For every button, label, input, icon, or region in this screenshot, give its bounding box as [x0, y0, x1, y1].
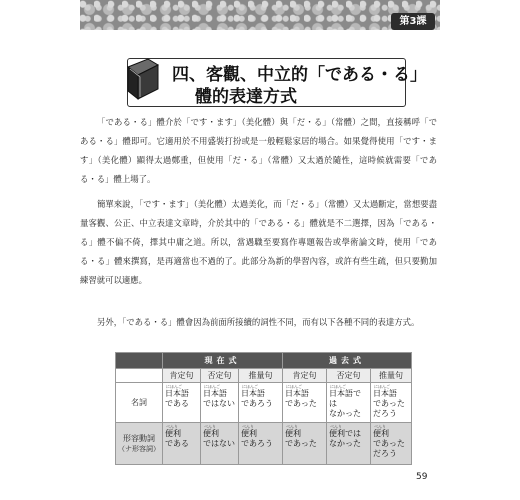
table-cell: [239, 423, 283, 465]
row-label-subtext: （ナ形容詞）: [118, 445, 160, 453]
cell-line: 便利では: [329, 429, 362, 438]
row-label-text: 形容動詞: [123, 434, 155, 443]
group-header-past: 過去式: [283, 353, 412, 369]
decorative-banner: [80, 0, 440, 30]
subheader-cell: 肯定句: [283, 369, 327, 383]
subheader-cell: 肯定句: [163, 369, 201, 383]
furigana: べんり: [286, 424, 299, 429]
table-group-header-row: [116, 353, 412, 369]
row-label: [116, 383, 163, 423]
furigana: にほんご: [242, 384, 258, 389]
table-cell: [371, 423, 412, 465]
body-paragraph: 另外，「である・る」體會因為前面所接續的詞性不同，而有以下各種不同的表達方式。: [97, 317, 420, 327]
cell-line: なかった: [329, 409, 362, 418]
furigana: べんり: [242, 424, 254, 429]
cell-line: 日本語: [373, 389, 398, 398]
table-corner: [116, 353, 163, 369]
cell-line: であった: [373, 399, 405, 408]
table-cell: [163, 383, 201, 423]
table-cell: [327, 423, 371, 465]
conjugation-table: [115, 352, 412, 465]
subheader-cell: 推量句: [239, 369, 283, 383]
section-title-line-2: 體的表達方式: [195, 87, 297, 107]
cell-line: 便利: [373, 429, 390, 438]
table-cell: [201, 383, 239, 423]
furigana: べんり: [330, 424, 343, 429]
furigana: にほんご: [204, 384, 220, 389]
table-row: [116, 383, 412, 423]
group-header-present: 現在式: [163, 353, 283, 369]
cell-line: 便利: [165, 429, 181, 438]
row-label-text: 名詞: [131, 398, 147, 407]
table-cell: [371, 383, 412, 423]
row-label: [116, 423, 163, 465]
cell-line: であろう: [241, 439, 273, 448]
cell-line: であろう: [241, 399, 273, 408]
table-cell: [163, 423, 201, 465]
cell-line: である: [165, 439, 189, 448]
subheader-cell: 推量句: [371, 369, 412, 383]
furigana: にほんご: [166, 384, 182, 389]
table-cell: [283, 423, 327, 465]
cell-line: 日本語では: [329, 389, 362, 408]
body-paragraph: 「である・る」體介於「です・ます」（美化體）與「だ・る」（常體）之間，直接稱呼「である・る」體即可。它適用於不用盛裝打扮或是一般輕鬆家居的場合。如果覺得使用「です・ます」（美化體）顯得太過鄭重，但使用「だ・る」（常體）又太過於隨性，這時候就需要「である・る」體上場了。: [80, 117, 437, 184]
furigana: べんり: [204, 424, 216, 429]
cell-line: 日本語: [285, 389, 310, 398]
section-title-line-1: 四、客觀、中立的「である・る」: [172, 65, 427, 85]
cell-line: だろう: [373, 449, 398, 458]
cell-line: 便利: [285, 429, 302, 438]
cell-line: ではない: [203, 399, 235, 408]
table-row: [116, 423, 412, 465]
table-cell: [327, 383, 371, 423]
cell-line: ではない: [203, 439, 235, 448]
furigana: べんり: [166, 424, 178, 429]
cell-line: 便利: [203, 429, 219, 438]
cell-line: なかった: [329, 439, 362, 448]
furigana: にほんご: [374, 384, 391, 389]
book-icon: [122, 57, 162, 101]
cell-line: 便利: [241, 429, 257, 438]
body-paragraph: 簡單來說，「です・ます」（美化體）太過美化，而「だ・る」（常體）又太過斷定，當想要盡量客觀、公正、中立表達文章時，介於其中的「である・る」體就是不二選擇，因為「である・る」體不偏不倚，擇其中庸之道。所以，當遇職至要寫作專題報告或學術論文時，使用「である・る」體來撰寫，是再適當也不過的了。此部分為新的學習內容，或許有些生疏，但只要勤加練習就可以適應。: [80, 199, 437, 285]
subheader-cell: 否定句: [327, 369, 371, 383]
table-corner: [116, 369, 163, 383]
table-subheader-row: [116, 369, 412, 383]
table-cell: [239, 383, 283, 423]
table-cell: [283, 383, 327, 423]
table-cell: [201, 423, 239, 465]
furigana: べんり: [374, 424, 387, 429]
furigana: にほんご: [330, 384, 347, 389]
lesson-badge: 第3課: [391, 13, 435, 30]
cell-line: 日本語: [203, 389, 227, 398]
page-number: 59: [416, 472, 428, 482]
subheader-cell: 否定句: [201, 369, 239, 383]
furigana: にほんご: [286, 384, 303, 389]
cell-line: 日本語: [241, 389, 265, 398]
cell-line: であった: [373, 439, 405, 448]
cell-line: だろう: [373, 409, 398, 418]
cell-line: である: [165, 399, 189, 408]
cell-line: であった: [285, 399, 317, 408]
cell-line: 日本語: [165, 389, 189, 398]
cell-line: であった: [285, 439, 317, 448]
